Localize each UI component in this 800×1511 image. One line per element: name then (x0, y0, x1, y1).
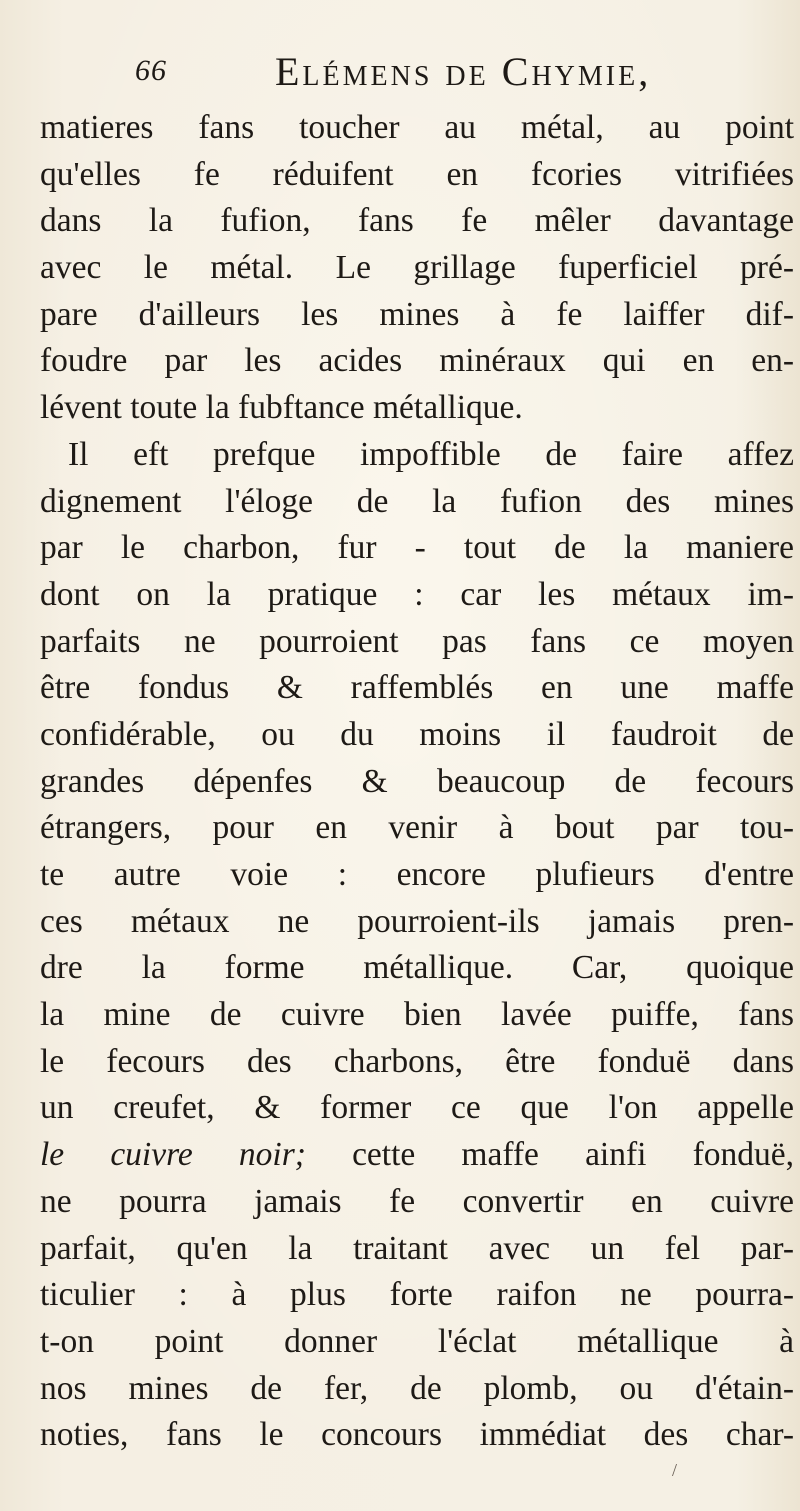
text-line: parfaits ne pourroient pas fans ce moyen (40, 622, 794, 660)
text-line: par le charbon, fur - tout de la maniere (40, 529, 794, 567)
text-line: la mine de cuivre bien lavée puiffe, fans (40, 996, 794, 1034)
text-line: dont on la pratique : car les métaux im- (40, 575, 794, 613)
text-line: dre la forme métallique. Car, quoique (40, 949, 794, 987)
text-line: qu'elles fe réduifent en fcories vitrifiées (40, 155, 794, 193)
text-line: avec le métal. Le grillage fuperficiel pré- (40, 249, 794, 287)
running-head: Elémens de Chymie, (275, 49, 652, 94)
text-line: noties, fans le concours immédiat des char- (40, 1416, 794, 1454)
text-line: pare d'ailleurs les mines à fe laiffer dif- (40, 295, 794, 333)
text-line: nos mines de fer, de plomb, ou d'étain- (40, 1369, 794, 1407)
footer-mark: / (672, 1460, 678, 1480)
page-header (135, 48, 775, 108)
text-line: ne pourra jamais fe convertir en cuivre (40, 1182, 794, 1220)
text-line: t-on point donner l'éclat métallique à (40, 1322, 794, 1360)
text-line: confidérable, ou du moins il faudroit de (40, 715, 794, 753)
text-line: foudre par les acides minéraux qui en en- (40, 342, 794, 380)
paragraph-start-line: Il eft prefque impoffible de faire affez (68, 435, 794, 473)
body-text (40, 105, 800, 1459)
text-line: te autre voie : encore plufieurs d'entre (40, 856, 794, 893)
text-line-rest: cette maffe ainfi fonduë, (352, 1136, 794, 1174)
text-line: grandes dépenfes & beaucoup de fecours (40, 762, 794, 800)
text-line: matieres fans toucher au métal, au point (40, 109, 794, 146)
text-line: parfait, qu'en la traitant avec un fel par- (40, 1229, 794, 1267)
text-line: lévent toute la fubftance métallique. (40, 389, 523, 427)
italic-term: le cuivre noir; (40, 1136, 306, 1174)
text-line: être fondus & raffemblés en une maffe (40, 669, 794, 707)
text-line: ces métaux ne pourroient-ils jamais pren- (40, 902, 794, 940)
text-line: un creufet, & former ce que l'on appelle (40, 1089, 794, 1127)
text-line: dignement l'éloge de la fufion des mines (40, 482, 794, 520)
text-line: étrangers, pour en venir à bout par tou- (40, 809, 794, 847)
text-line: ticulier : à plus forte raifon ne pourra- (40, 1276, 794, 1314)
text-line: dans la fufion, fans fe mêler davantage (40, 202, 794, 240)
text-line: le fecours des charbons, être fonduë dans (40, 1042, 794, 1080)
text-line-with-italic (40, 1132, 800, 1179)
page-number: 66 (135, 54, 167, 87)
